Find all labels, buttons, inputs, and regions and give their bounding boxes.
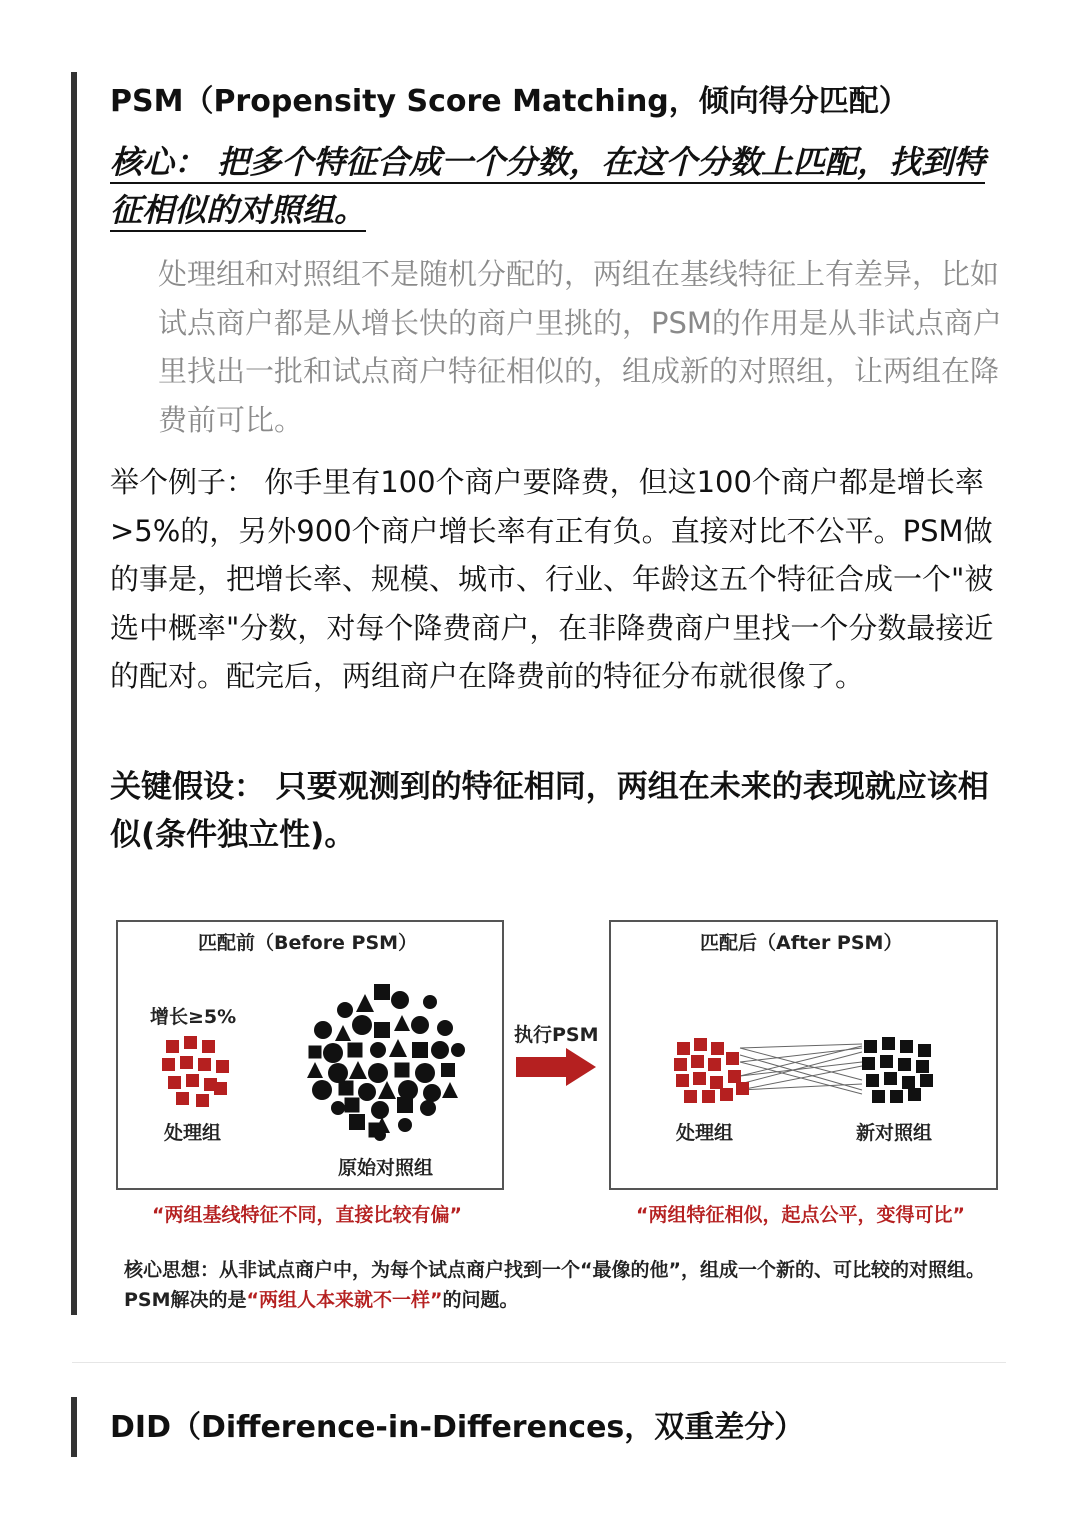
core-line-1: 核心： 把多个特征合成一个分数，在这个分数上匹配，找到特 (110, 143, 985, 184)
psm-core-statement (110, 138, 1010, 234)
psm-explanation-quote: 处理组和对照组不是随机分配的，两组在基线特征上有差异，比如试点商户都是从增长快的商户里挑的，PSM的作用是从非试点商户里找出一批和试点商户特征相似的，组成新的对照组，让两组在降费前可比。 (158, 257, 1002, 437)
did-section-bar (71, 1397, 77, 1457)
core-idea-prefix: 核心思想：从非试点商户中，为每个试点商户找到一个“最像的他”，组成一个新的、可比较的对照组。PSM解决的是 (124, 1259, 985, 1311)
core-idea-highlight: “两组人本来就不一样” (246, 1289, 443, 1311)
after-psm-title: 匹配后（After PSM） (700, 932, 903, 954)
execute-psm-arrow (516, 1048, 596, 1086)
section-divider (72, 1362, 1006, 1363)
growth-label: 增长≥5% (150, 1006, 237, 1028)
arrow-label: 执行PSM (514, 1024, 599, 1046)
treatment-group-label: 处理组 (164, 1122, 222, 1144)
core-line-2: 征相似的对照组。 (110, 191, 366, 232)
original-control-label: 原始对照组 (338, 1157, 434, 1179)
after-psm-caption: “两组特征相似，起点公平，变得可比” (636, 1204, 965, 1226)
psm-title: PSM（Propensity Score Matching，倾向得分匹配） (110, 84, 909, 119)
psm-section-bar (71, 72, 77, 1315)
new-control-label: 新对照组 (856, 1122, 933, 1144)
psm-example-paragraph: 举个例子： 你手里有100个商户要降费，但这100个商户都是增长率>5%的，另外900个商户增长率有正有负。直接对比不公平。PSM做的事是，把增长率、规模、城市、行业、年龄这五个特征合成一个"被选中概率"分数，对每个降费商户，在非降费商户里找一个分数最接近的配对。配完后，两组商户在降费前的特征分布就很像了。 (110, 465, 994, 693)
before-psm-title: 匹配前（Before PSM） (198, 932, 418, 954)
core-idea-note (124, 1255, 1004, 1315)
after-psm-panel (609, 920, 998, 1190)
before-psm-panel (116, 920, 504, 1190)
core-idea-suffix: 的问题。 (442, 1289, 519, 1311)
did-title: DID（Difference-in-Differences，双重差分） (110, 1410, 805, 1445)
psm-key-assumption: 关键假设： 只要观测到的特征相同，两组在未来的表现就应该相似(条件独立性)。 (110, 769, 989, 853)
before-psm-caption: “两组基线特征不同，直接比较有偏” (152, 1204, 462, 1226)
after-treatment-label: 处理组 (676, 1122, 734, 1144)
